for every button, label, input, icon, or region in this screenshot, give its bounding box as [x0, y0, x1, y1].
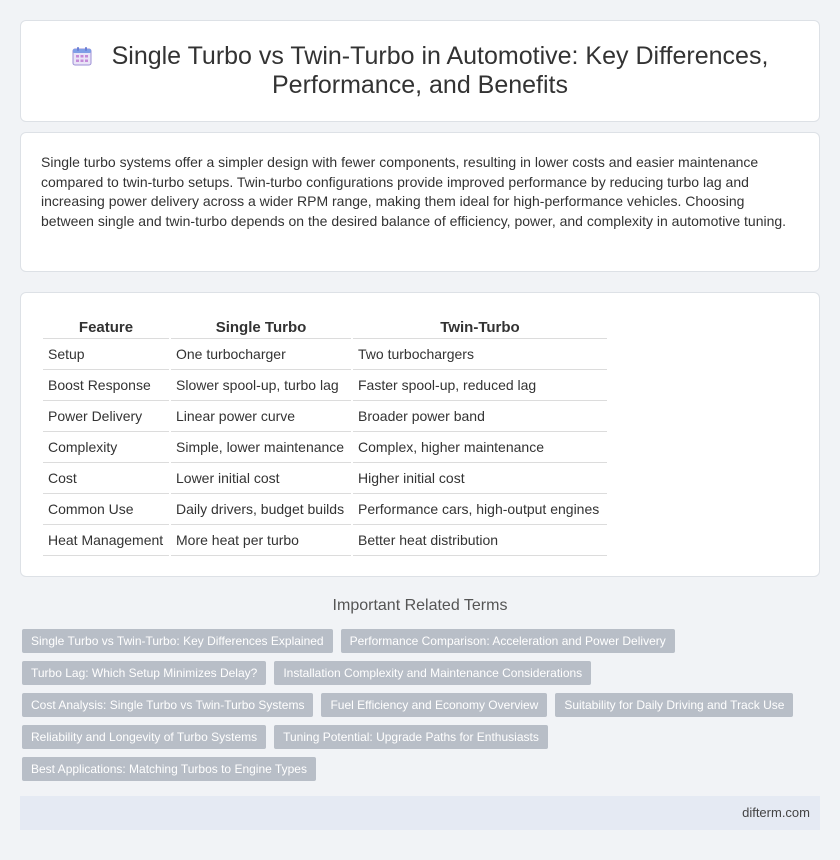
related-term-tag[interactable]: Tuning Potential: Upgrade Paths for Enthusiasts [274, 725, 548, 749]
cell-single-turbo: Daily drivers, budget builds [171, 494, 351, 525]
page-title-text: Single Turbo vs Twin-Turbo in Automotive: Key Differences, Performance, and Benefits [111, 42, 769, 99]
cell-single-turbo: Linear power curve [171, 401, 351, 432]
intro-card [20, 132, 820, 272]
related-term-tag[interactable]: Installation Complexity and Maintenance Considerations [274, 661, 591, 685]
cell-single-turbo: Lower initial cost [171, 463, 351, 494]
table-row [43, 401, 607, 432]
related-term-tag[interactable]: Best Applications: Matching Turbos to Engine Types [22, 757, 316, 781]
cell-single-turbo: Slower spool-up, turbo lag [171, 370, 351, 401]
tag-row [22, 757, 822, 781]
cell-feature: Common Use [43, 494, 169, 525]
cell-twin-turbo: Broader power band [353, 401, 607, 432]
cell-single-turbo: Simple, lower maintenance [171, 432, 351, 463]
cell-twin-turbo: Performance cars, high-output engines [353, 494, 607, 525]
cell-twin-turbo: Complex, higher maintenance [353, 432, 607, 463]
tag-row [22, 725, 822, 749]
header-single-turbo: Single Turbo [171, 315, 351, 339]
table-header-row [43, 315, 607, 339]
footer [20, 796, 820, 830]
related-term-tag[interactable]: Fuel Efficiency and Economy Overview [321, 693, 547, 717]
related-terms-list [22, 629, 822, 789]
related-term-tag[interactable]: Reliability and Longevity of Turbo Systems [22, 725, 266, 749]
cell-twin-turbo: Faster spool-up, reduced lag [353, 370, 607, 401]
cell-feature: Setup [43, 339, 169, 370]
related-term-tag[interactable]: Suitability for Daily Driving and Track Use [555, 693, 793, 717]
cell-feature: Complexity [43, 432, 169, 463]
intro-paragraph: Single turbo systems offer a simpler design with fewer components, resulting in lower costs and easier maintenance compared to twin-turbo setups. Twin-turbo configurations provide improved performance by reducing turbo lag and increasing power delivery across a wider RPM range, making them ideal for high-performance vehicles. Choosing between single and twin-turbo depends on the desired balance of efficiency, power, and complexity in automotive tuning. [41, 154, 787, 229]
cell-twin-turbo: Better heat distribution [353, 525, 607, 556]
related-term-tag[interactable]: Turbo Lag: Which Setup Minimizes Delay? [22, 661, 266, 685]
footer-site-link[interactable]: difterm.com [742, 805, 810, 820]
table-row [43, 494, 607, 525]
tag-row [22, 629, 822, 653]
table-row [43, 339, 607, 370]
cell-feature: Heat Management [43, 525, 169, 556]
cell-feature: Cost [43, 463, 169, 494]
related-term-tag[interactable]: Single Turbo vs Twin-Turbo: Key Differences Explained [22, 629, 333, 653]
cell-single-turbo: More heat per turbo [171, 525, 351, 556]
calendar-icon [72, 46, 92, 66]
cell-feature: Boost Response [43, 370, 169, 401]
tag-row [22, 661, 822, 685]
header-twin-turbo: Twin-Turbo [353, 315, 607, 339]
table-row [43, 370, 607, 401]
header-feature: Feature [43, 315, 169, 339]
related-term-tag[interactable]: Performance Comparison: Acceleration and Power Delivery [341, 629, 675, 653]
cell-twin-turbo: Two turbochargers [353, 339, 607, 370]
tag-row [22, 693, 822, 717]
title-card [20, 20, 820, 122]
cell-twin-turbo: Higher initial cost [353, 463, 607, 494]
table-row [43, 525, 607, 556]
table-row [43, 432, 607, 463]
comparison-card [20, 292, 820, 577]
cell-single-turbo: One turbocharger [171, 339, 351, 370]
page-title [70, 42, 770, 100]
comparison-table [41, 315, 609, 556]
related-term-tag[interactable]: Cost Analysis: Single Turbo vs Twin-Turbo Systems [22, 693, 313, 717]
related-terms-heading: Important Related Terms [332, 597, 508, 614]
table-row [43, 463, 607, 494]
cell-feature: Power Delivery [43, 401, 169, 432]
